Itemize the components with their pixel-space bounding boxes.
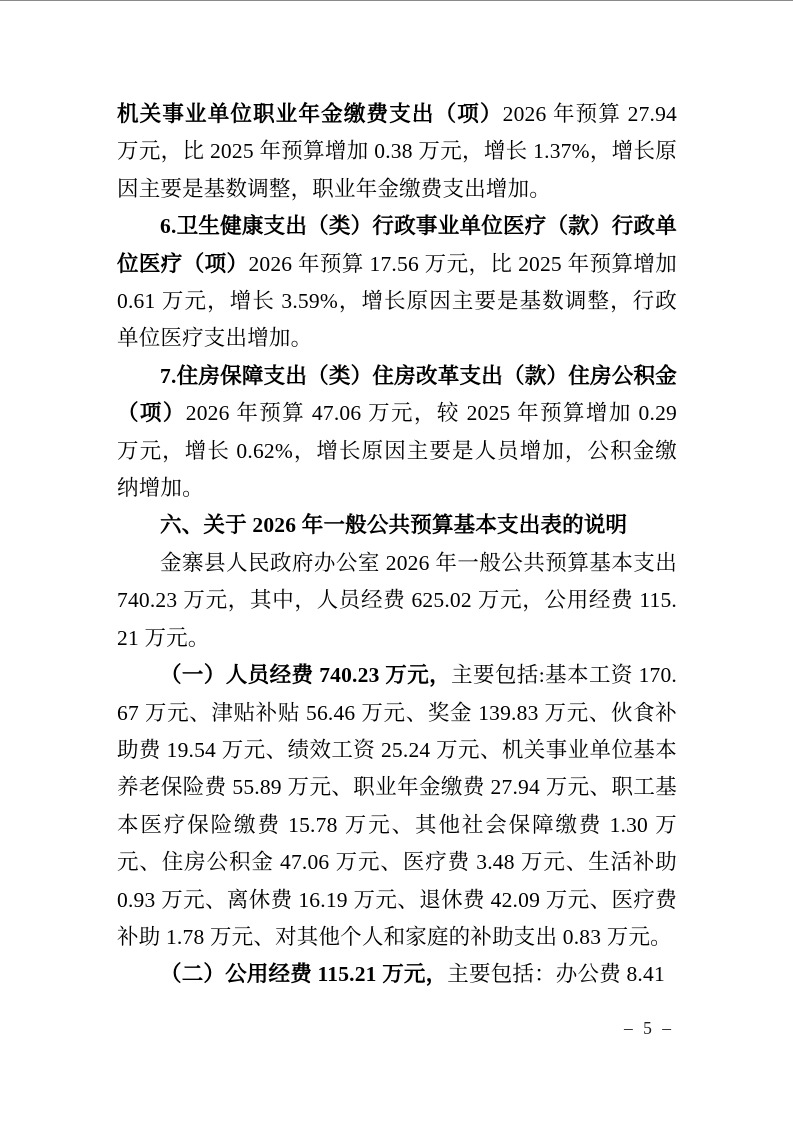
paragraph-rest: 2026 年预算 17.56 万元，比 2025 年预算增加 0.61 万元，增长 3.59%，增长原因主要是基数调整，行政单位医疗支出增加。 bbox=[117, 251, 677, 351]
paragraph-basic-expenditure-summary bbox=[117, 545, 677, 657]
paragraph-lead-bold: （二）公用经费 115.21 万元， bbox=[160, 962, 448, 987]
paragraph-rest: 2026 年预算 47.06 万元，较 2025 年预算增加 0.29 万元，增长 0.62%，增长原因主要是人员增加，公积金缴纳增加。 bbox=[117, 401, 677, 501]
paragraph-lead-bold: 7.住房保障支出（类）住房改革支出（款）住房公积金（项） bbox=[117, 363, 677, 426]
section-heading-text: 六、关于 2026 年一般公共预算基本支出表的说明 bbox=[160, 513, 628, 538]
paragraph-housing-fund-item bbox=[117, 358, 677, 508]
section-heading-basic-expenditure bbox=[117, 507, 677, 544]
paragraph-public-funds-detail bbox=[117, 956, 677, 993]
paragraph-lead-bold: （一）人员经费 740.23 万元， bbox=[160, 663, 452, 688]
paragraph-rest: 主要包括：办公费 8.41 bbox=[447, 962, 665, 987]
paragraph-rest: 2026 年预算 27.94 万元，比 2025 年预算增加 0.38 万元，增长 1.37%，增长原因主要是基数调整，职业年金缴费支出增加。 bbox=[117, 102, 677, 201]
page-number: – 5 – bbox=[624, 1018, 674, 1038]
paragraph-rest: 金寨县人民政府办公室 2026 年一般公共预算基本支出 740.23 万元，其中，人员经费 625.02 万元，公用经费 115.21 万元。 bbox=[117, 550, 677, 650]
paragraph-pension-annuity-item bbox=[117, 96, 677, 208]
document-body bbox=[117, 96, 677, 994]
paragraph-rest: 主要包括:基本工资 170.67 万元、津贴补贴 56.46 万元、奖金 139.83 万元、伙食补助费 19.54 万元、绩效工资 25.24 万元、机关事业单位基本养老保险费 55.89 万元、职业年金缴费 27.94 万元、职工基本医疗保险缴费 15.78 万元、其他社会保障缴费 1.30 万元、住房公积金 47.06 万元、医疗费 3.48 万元、生活补助 0.93 万元、离休费 16.19 万元、退休费 42.09 万元、医疗费补助 1.78 万元、对其他个人和家庭的补助支出 0.83 万元。 bbox=[117, 663, 677, 949]
paragraph-lead-bold: 机关事业单位职业年金缴费支出（项） bbox=[117, 102, 503, 126]
paragraph-lead-bold: 6.卫生健康支出（类）行政事业单位医疗（款）行政单位医疗（项） bbox=[117, 214, 677, 276]
scan-edge-line bbox=[0, 0, 793, 1]
paragraph-health-expenditure-item bbox=[117, 208, 677, 358]
paragraph-personnel-funds-detail bbox=[117, 657, 677, 956]
